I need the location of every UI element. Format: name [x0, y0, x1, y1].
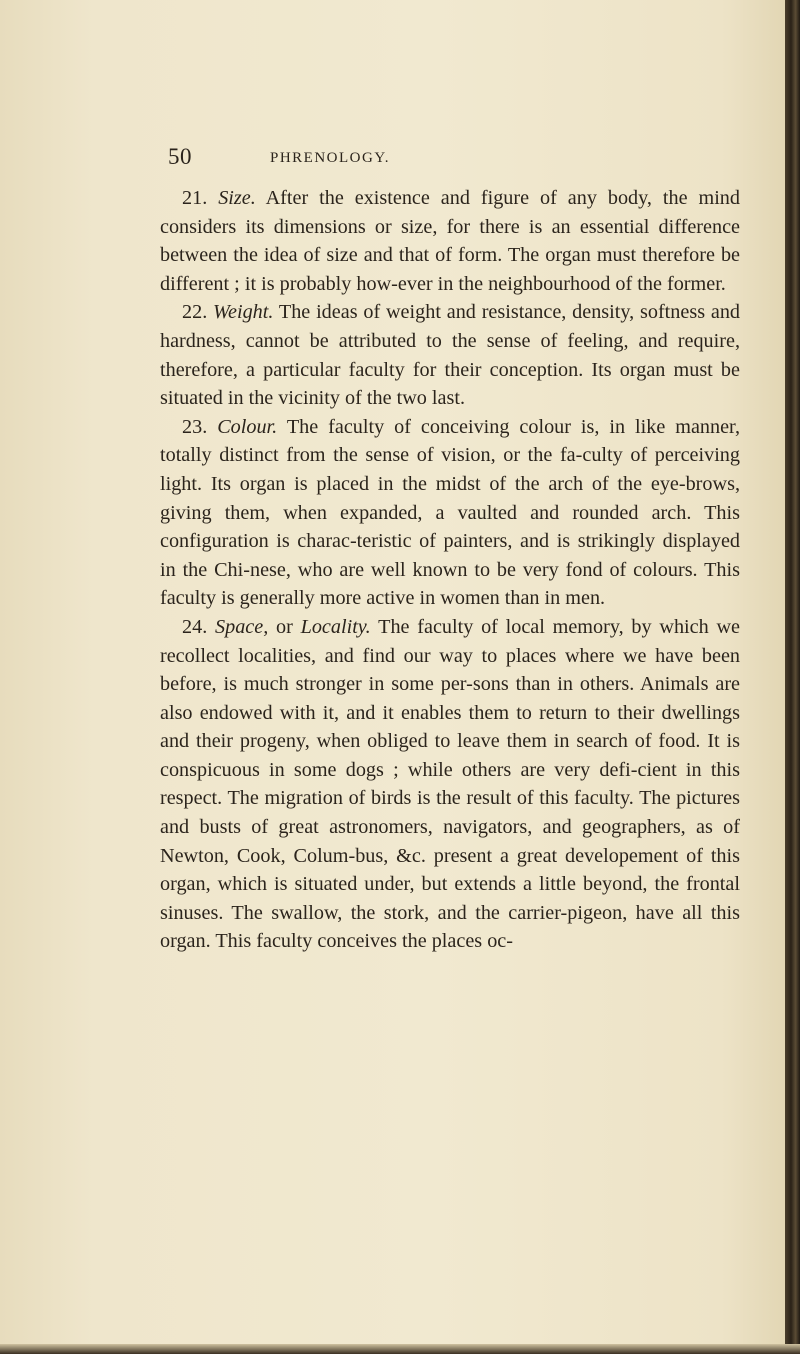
paragraph-colour	[160, 413, 740, 613]
paragraph-text: The ideas of weight and resistance, density, softness and hardness, cannot be attributed to the sense of feeling, and require, therefore, a particular faculty for their conception. Its organ must be situated in the vicinity of the two last.	[160, 301, 741, 410]
paragraph-number: 21.	[182, 187, 208, 209]
page-number: 50	[168, 144, 192, 169]
paragraph-connector: or	[276, 615, 293, 638]
paragraph-term: Weight.	[213, 301, 274, 324]
paragraph-term: Space,	[215, 615, 269, 638]
paragraph-term-secondary: Locality.	[300, 615, 371, 638]
paragraph-weight	[160, 298, 740, 412]
paragraph-number: 22.	[182, 301, 208, 324]
book-binding-edge	[785, 0, 800, 1354]
paragraph-locality	[160, 613, 740, 956]
running-head	[168, 144, 758, 174]
paragraph-text: The faculty of conceiving colour is, in like manner, totally distinct from the sense of vision, or the fa-culty of perceiving light. Its organ is placed in the midst of the arch of the eye-brows, giving them, when expanded, a vaulted and rounded arch. This configuration is charac-teristic of painters, and is strikingly displayed in the Chi-nese, who are well known to be very fond of colours. This faculty is generally more active in women than in men.	[160, 415, 741, 610]
paragraph-term: Colour.	[217, 415, 278, 438]
paragraph-term: Size.	[218, 187, 256, 209]
paragraph-number: 23.	[182, 415, 208, 438]
running-title: PHRENOLOGY.	[270, 150, 390, 166]
paragraph-number: 24.	[182, 615, 208, 638]
body-text	[160, 184, 740, 956]
paragraph-text: After the existence and figure of any body, the mind considers its dimensions or size, for there is an essential difference between the idea of size and that of form. The organ must therefore be different ; it is probably how-ever in the neighbourhood of the former.	[160, 187, 740, 295]
page-bottom-edge	[0, 1344, 800, 1354]
paragraph-size	[160, 184, 740, 298]
paragraph-text: The faculty of local memory, by which we recollect localities, and find our way to places where we have been before, is much stronger in some per-sons than in others. Animals are also endowed with it, and it enables them to return to their dwellings and their progeny, when obliged to leave them in search of food. It is conspicuous in some dogs ; while others are very defi-cient in this respect. The migration of birds is the result of this faculty. The pictures and busts of great astronomers, navigators, and geographers, as of Newton, Cook, Colum-bus, &c. present a great developement of this organ, which is situated under, but extends a little beyond, the frontal sinuses. The swallow, the stork, and the carrier-pigeon, have all this organ. This faculty conceives the places oc-	[160, 615, 741, 953]
